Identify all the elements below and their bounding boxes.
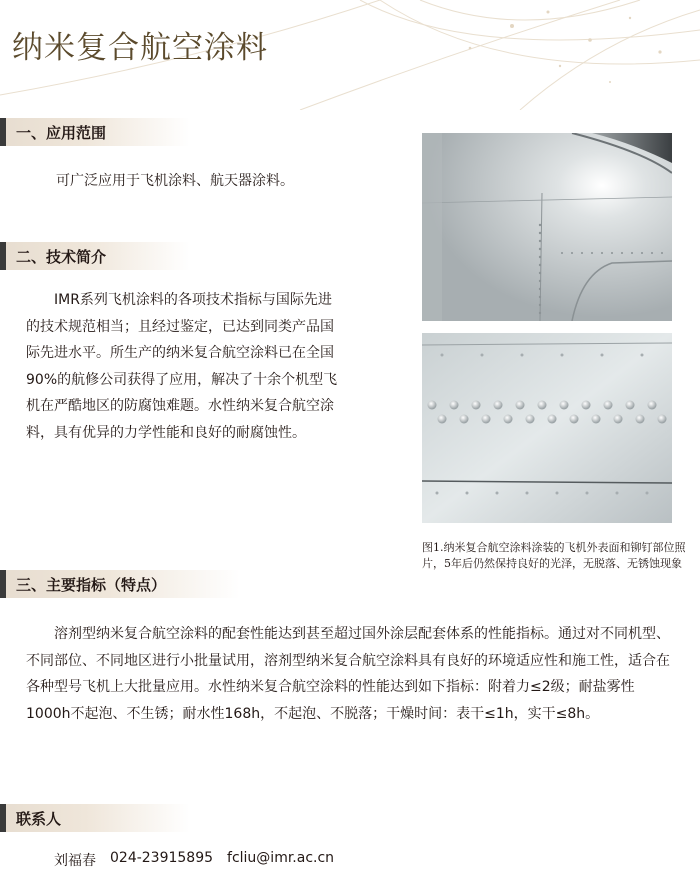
section-heading-label: 联系人 xyxy=(16,809,62,828)
heading-bar xyxy=(0,570,6,598)
section-heading-label: 三、主要指标（特点） xyxy=(16,575,167,594)
section-heading-label: 一、应用范围 xyxy=(16,123,107,142)
application-text: 可广泛应用于飞机涂料、航天器涂料。 xyxy=(56,173,294,189)
aircraft-surface-photo xyxy=(422,133,672,321)
figure-caption: 图1.纳米复合航空涂料涂装的飞机外表面和铆钉部位照片，5年后仍然保持良好的光泽，无脱落、无锈蚀现象 xyxy=(422,541,686,570)
rivet-area-photo xyxy=(422,333,672,523)
contact-name: 刘福春 xyxy=(54,853,96,869)
heading-bar xyxy=(0,118,6,146)
contact-phone: 024-23915895 xyxy=(110,850,214,866)
section-heading-indicators xyxy=(0,570,240,598)
heading-bar xyxy=(0,242,6,270)
indicators-text: 溶剂型纳米复合航空涂料的配套性能达到甚至超过国外涂层配套体系的性能指标。通过对不同机型、不同部位、不同地区进行小批量试用，溶剂型纳米复合航空涂料具有良好的环境适应性和施工性，适合在各种型号飞机上大批量应用。水性纳米复合航空涂料的性能达到如下指标：附着力≤2级；耐盐雾性1000h不起泡、不生锈；耐水性168h，不起泡、不脱落；干燥时间：表干≤1h，实干≤8h。 xyxy=(26,626,670,722)
section-heading-label: 二、技术简介 xyxy=(16,247,107,266)
contact-info xyxy=(54,850,334,870)
section-heading-contact xyxy=(0,804,190,832)
intro-text: IMR系列飞机涂料的各项技术指标与国际先进的技术规范相当；且经过鉴定，已达到同类产品国际先进水平。所生产的纳米复合航空涂料已在全国90%的航修公司获得了应用，解决了十余个机型飞机在严酷地区的防腐蚀难题。水性纳米复合航空涂料，具有优异的力学性能和良好的耐腐蚀性。 xyxy=(26,292,338,441)
page-title: 纳米复合航空涂料 xyxy=(12,30,268,66)
contact-email[interactable]: fcliu@imr.ac.cn xyxy=(227,850,335,866)
section-heading-application xyxy=(0,118,190,146)
section-heading-intro xyxy=(0,242,190,270)
heading-bar xyxy=(0,804,6,832)
